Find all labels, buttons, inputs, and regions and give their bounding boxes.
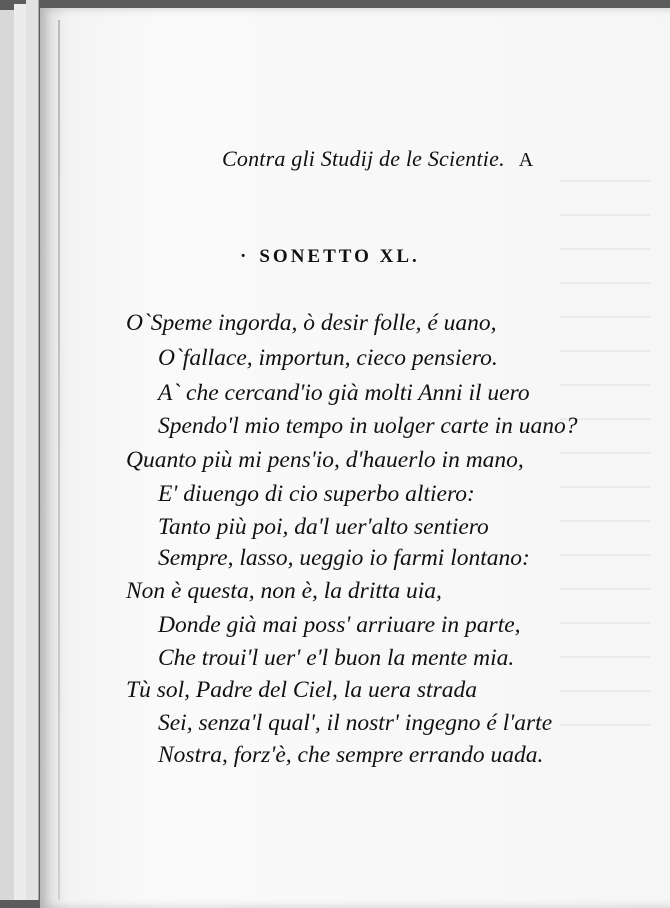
verse-line: O`fallace, importun, cieco pensiero. [158,345,498,371]
title-bullet: · [240,246,250,267]
verse-line: Che troui'l uer' e'l buon la mente mia. [158,645,515,671]
signature-mark: A [518,149,534,171]
running-head [222,146,533,172]
verse-line: Tù sol, Padre del Ciel, la uera strada [126,677,477,703]
verse-line: O`Speme ingorda, ò desir folle, é uano, [126,310,497,336]
running-head-text: Contra gli Studij de le Scientie. [222,146,505,171]
page-edge [26,0,39,900]
verse-line: Quanto più mi pens'io, d'hauerlo in mano, [126,447,524,473]
verse-line: E' diuengo di cio superbo altiero: [158,481,475,507]
verse-line: Sei, senza'l qual', il nostr' ingegno é l'arte [158,710,553,736]
verse-line: Donde già mai poss' arriuare in parte, [158,612,521,638]
verse-line: Spendo'l mio tempo in uolger carte in uano? [158,413,578,439]
verse-line: Nostra, forz'è, che sempre errando uada. [158,742,544,768]
show-through-ink [560,180,650,740]
sonnet-title-text: SONETTO XL. [259,246,420,267]
gutter-shadow [58,20,60,900]
verse-line: A` che cercand'io già molti Anni il uero [158,380,530,406]
verse-line: Sempre, lasso, ueggio io farmi lontano: [158,545,530,571]
sonnet-title [240,246,420,268]
verse-line: Tanto più poi, da'l uer'alto sentiero [158,514,489,540]
verse-line: Non è questa, non è, la dritta uia, [126,578,442,604]
